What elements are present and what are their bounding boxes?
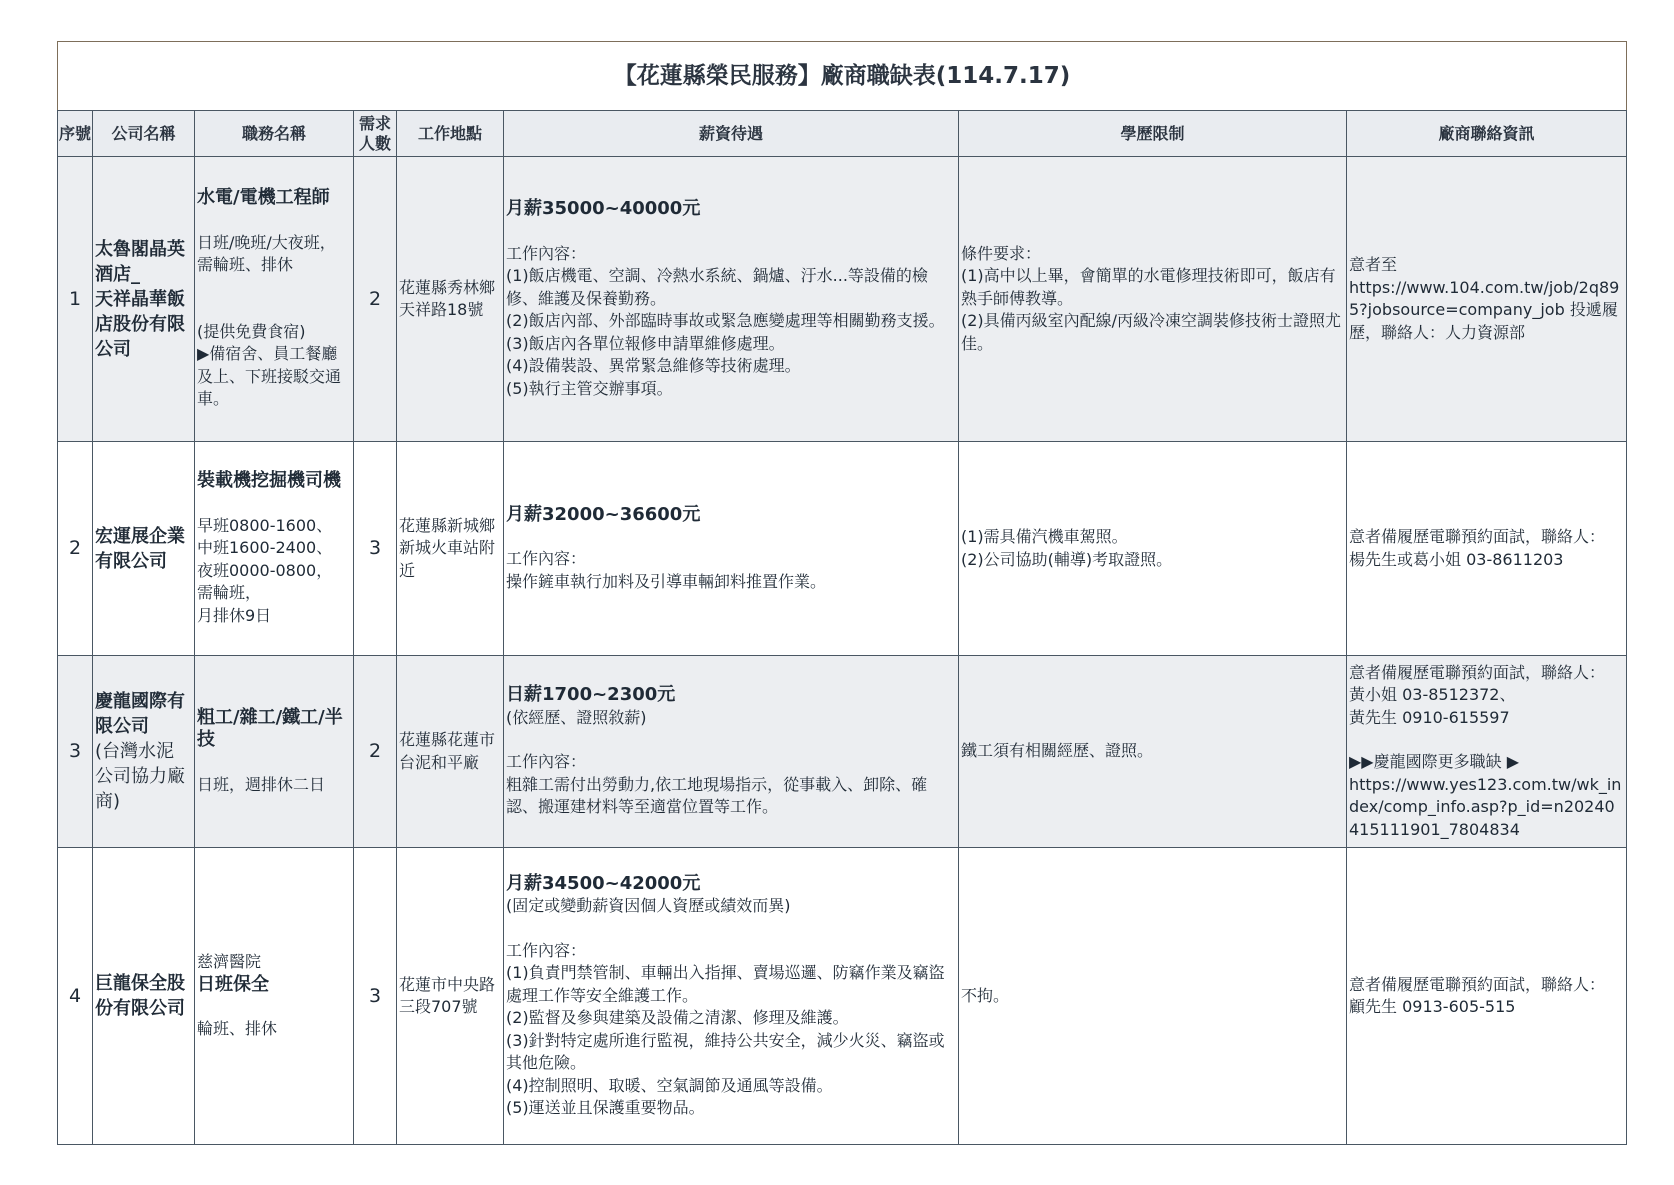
header-contact: 廠商聯絡資訊 xyxy=(1347,111,1627,157)
company-name: 巨龍保全股份有限公司 xyxy=(93,848,195,1145)
company-name: 慶龍國際有限公司 (台灣水泥公司協力廠商) xyxy=(93,656,195,848)
salary-cell: 日薪1700~2300元 (依經歷、證照敘薪) 工作內容： 粗雜工需付出勞動力,依工地現場指示，從事載入、卸除、確認、搬運建材料等至適當位置等工作。 xyxy=(504,656,959,848)
education-cell: 鐵工須有相關經歷、證照。 xyxy=(959,656,1347,848)
contact-link[interactable]: https://www.yes123.com.tw/wk_index/comp_info.asp?p_id=n20240415111901_7804834 xyxy=(1349,774,1622,839)
salary-amount: 月薪32000~36600元 xyxy=(506,503,701,525)
company-name: 宏運展企業有限公司 xyxy=(93,442,195,656)
contact-cell: 意者至 https://www.104.com.tw/job/2q895?jobsource=company_job 投遞履歷，聯絡人：人力資源部 xyxy=(1347,157,1627,442)
header-salary: 薪資待遇 xyxy=(504,111,959,157)
headcount: 2 xyxy=(354,656,397,848)
headcount: 3 xyxy=(354,848,397,1145)
headcount: 3 xyxy=(354,442,397,656)
salary-cell: 月薪32000~36600元 工作內容： 操作鏟車執行加料及引導車輛卸料推置作業。 xyxy=(504,442,959,656)
row-number: 1 xyxy=(58,157,93,442)
contact-cell: 意者備履歷電聯預約面試，聯絡人： 楊先生或葛小姐 03-8611203 xyxy=(1347,442,1627,656)
work-location: 花蓮縣秀林鄉天祥路18號 xyxy=(397,157,504,442)
salary-amount: 月薪35000~40000元 xyxy=(506,198,701,219)
work-location: 花蓮市中央路三段707號 xyxy=(397,848,504,1145)
company-name: 太魯閣晶英酒店_ 天祥晶華飯店股份有限公司 xyxy=(93,157,195,442)
row-number: 3 xyxy=(58,656,93,848)
job-title: 粗工/雜工/鐵工/半技 xyxy=(197,706,343,751)
job-title-cell: 慈濟醫院 日班保全 輪班、排休 xyxy=(195,848,354,1145)
work-location: 花蓮縣新城鄉新城火車站附近 xyxy=(397,442,504,656)
table-row xyxy=(58,442,1627,656)
job-title: 日班保全 xyxy=(197,973,269,995)
page-title: 【花蓮縣榮民服務】廠商職缺表(114.7.17) xyxy=(58,42,1627,111)
contact-cell: 意者備履歷電聯預約面試，聯絡人： 黃小姐 03-8512372、 黃先生 0910-615597 ▶▶慶龍國際更多職缺 ▶ https://www.yes123.com.tw/wk_index/comp_info.asp?p_id=n20240415111901_7804834 xyxy=(1347,656,1627,848)
table-row xyxy=(58,848,1627,1145)
job-listing-sheet xyxy=(57,41,1626,1145)
header-count: 需求人數 xyxy=(354,111,397,157)
work-location: 花蓮縣花蓮市台泥和平廠 xyxy=(397,656,504,848)
contact-cell: 意者備履歷電聯預約面試，聯絡人： 顧先生 0913-605-515 xyxy=(1347,848,1627,1145)
salary-cell: 月薪34500~42000元 (固定或變動薪資因個人資歷或績效而異) 工作內容： (1)負責門禁管制、車輛出入指揮、賣場巡邏、防竊作業及竊盜處理工作等安全維護工作。 (2)監督及參與建築及設備之清潔、修理及維護。 (3)針對特定處所進行監視，維持公共安全，減少火災、竊盜或其他危險。 (4)控制照明、取暖、空氣調節及通風等設備。 (5)運送並且保護重要物品。 xyxy=(504,848,959,1145)
table-row xyxy=(58,157,1627,442)
education-cell: 不拘。 xyxy=(959,848,1347,1145)
contact-link[interactable]: https://www.104.com.tw/job/2q895?jobsource=company_job 投遞履歷，聯絡人：人力資源部 xyxy=(1349,277,1620,342)
education-cell: 條件要求： (1)高中以上畢，會簡單的水電修理技術即可，飯店有熟手師傅教導。 (2)具備丙級室內配線/丙級冷凍空調裝修技術士證照尤佳。 xyxy=(959,157,1347,442)
job-title-cell: 粗工/雜工/鐵工/半技 日班，週排休二日 xyxy=(195,656,354,848)
job-title-cell: 水電/電機工程師 日班/晚班/大夜班，需輪班、排休 (提供免費食宿) ▶備宿舍、員工餐廳及上、下班接駁交通車。 xyxy=(195,157,354,442)
row-number: 2 xyxy=(58,442,93,656)
salary-amount: 日薪1700~2300元 xyxy=(506,684,676,706)
header-row xyxy=(58,111,1627,157)
header-job: 職務名稱 xyxy=(195,111,354,157)
header-education: 學歷限制 xyxy=(959,111,1347,157)
salary-amount: 月薪34500~42000元 xyxy=(506,872,701,894)
salary-cell: 月薪35000~40000元 工作內容： (1)飯店機電、空調、冷熱水系統、鍋爐、汙水...等設備的檢修、維護及保養勤務。 (2)飯店內部、外部臨時事故或緊急應變處理等相關勤務支援。 (3)飯店內各單位報修申請單維修處理。 (4)設備裝設、異常緊急維修等技術處理。 (5)執行主管交辦事項。 xyxy=(504,157,959,442)
education-cell: (1)需具備汽機車駕照。 (2)公司協助(輔導)考取證照。 xyxy=(959,442,1347,656)
job-title: 水電/電機工程師 xyxy=(197,187,330,209)
header-location: 工作地點 xyxy=(397,111,504,157)
table-row xyxy=(58,656,1627,848)
job-title-cell: 裝載機挖掘機司機 早班0800-1600、 中班1600-2400、 夜班0000-0800， 需輪班， 月排休9日 xyxy=(195,442,354,656)
job-title: 裝載機挖掘機司機 xyxy=(197,470,341,491)
row-number: 4 xyxy=(58,848,93,1145)
header-company: 公司名稱 xyxy=(93,111,195,157)
headcount: 2 xyxy=(354,157,397,442)
header-no: 序號 xyxy=(58,111,93,157)
job-listing-table xyxy=(57,41,1627,1145)
